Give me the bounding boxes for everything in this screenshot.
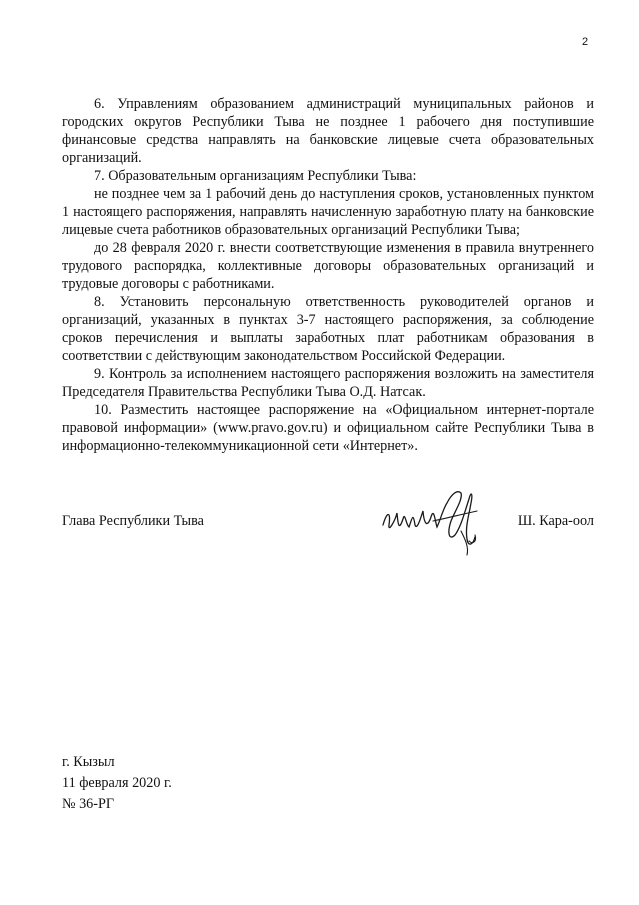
paragraph-item-7-sub-1: не позднее чем за 1 рабочий день до наступления сроков, установленных пунктом 1 настоящего распоряжения, направлять начисленную заработную плату на банковские лицевые счета работников образовательных организаций Республики Тыва;: [62, 186, 594, 238]
paragraph-item-9: 9. Контроль за исполнением настоящего распоряжения возложить на заместителя Председателя Правительства Республики Тыва О.Д. Натсак.: [62, 366, 594, 400]
page-number: 2: [582, 36, 589, 48]
footer-number: № 36-РГ: [62, 796, 115, 812]
paragraph-item-10: 10. Разместить настоящее распоряжение на «Официальном интернет-портале правовой информации» (www.pravo.gov.ru) и официальном сайте Республики Тыва в информационно-телекоммуникационной сети «Интернет».: [62, 402, 594, 454]
signatory-title: Глава Республики Тыва: [62, 513, 204, 529]
footer-city: г. Кызыл: [62, 754, 115, 770]
paragraph-item-7-sub-2: до 28 февраля 2020 г. внести соответствующие изменения в правила внутреннего трудового распорядка, коллективные договоры образовательных организаций и трудовые договоры с работниками.: [62, 240, 594, 292]
paragraph-item-6: 6. Управлениям образованием администраций муниципальных районов и городских округов Республики Тыва не позднее 1 рабочего дня поступившие финансовые средства направлять на банковские лицевые счета образовательных организаций.: [62, 96, 594, 166]
document-footer: [62, 752, 172, 815]
signatory-name: Ш. Кара-оол: [517, 513, 594, 529]
signature-block: [62, 513, 594, 553]
handwritten-signature: [377, 481, 497, 559]
footer-date: 11 февраля 2020 г.: [62, 775, 172, 791]
paragraph-item-8: 8. Установить персональную ответственность руководителей органов и организаций, указанных в пунктах 3-7 настоящего распоряжения, за соблюдение сроков перечисления и выплаты заработных плат работникам образования в соответствии с действующим законодательством Российской Федерации.: [62, 294, 594, 364]
paragraph-item-7: 7. Образовательным организациям Республики Тыва:: [94, 168, 417, 184]
document-body: [62, 95, 594, 455]
